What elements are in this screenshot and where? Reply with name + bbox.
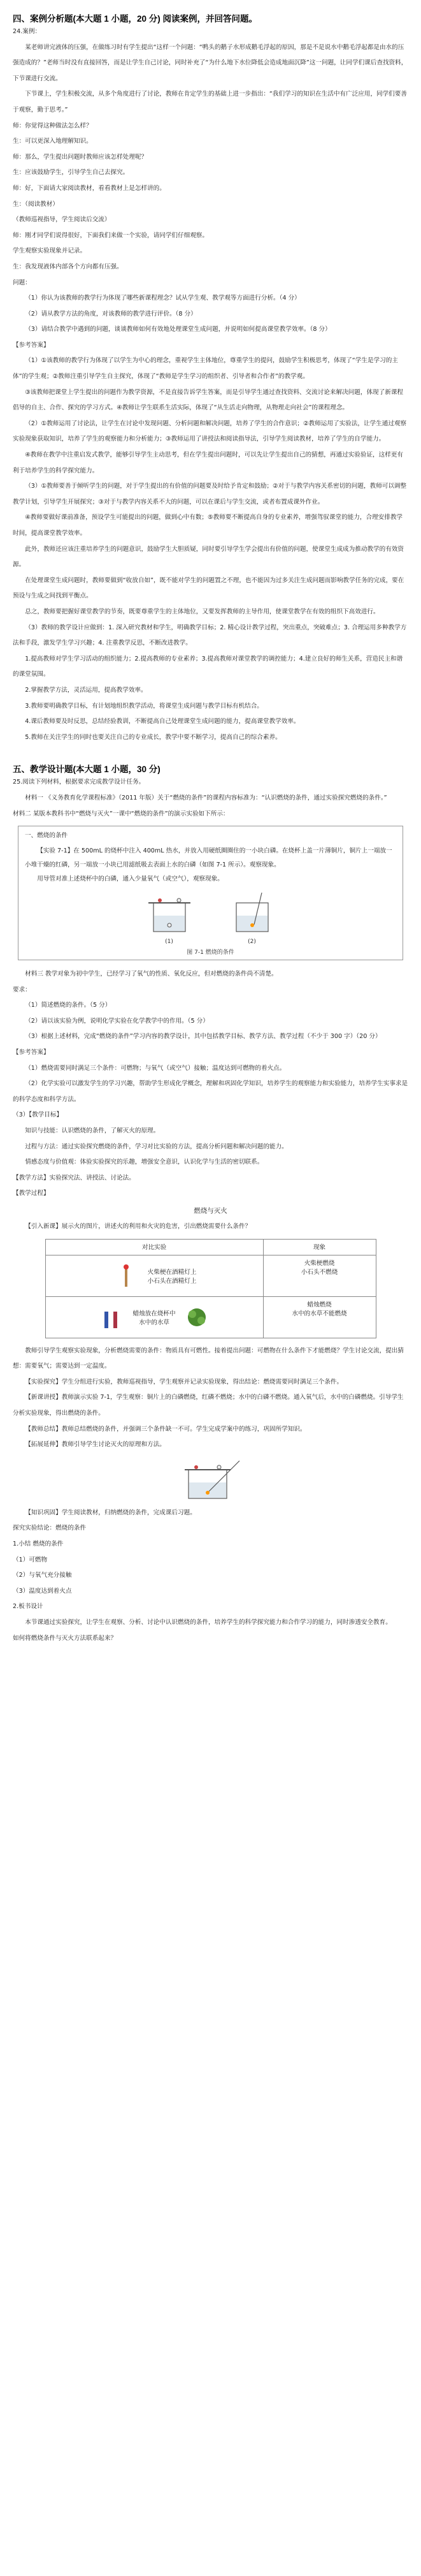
- paragraph: 24.案例：: [13, 28, 41, 35]
- paragraph: 师：好，下面请大家阅读教材，看看教材上是怎样讲的。: [13, 184, 166, 192]
- apparatus-figure: [13, 1457, 408, 1502]
- table-cell: 火柴梗在酒精灯上: [147, 1268, 197, 1276]
- paragraph: 此外，教师还应该注重培养学生的问题意识，鼓励学生大胆质疑，同时要引导学生学会提出有价值的问题，使课堂生成成为推动教学的有效资源。: [13, 545, 404, 569]
- table-row: [45, 1296, 376, 1338]
- paragraph: 在处理课堂生成问题时，教师要做到“收放自如”，既不能对学生的问题置之不理，也不能因为过多关注生成问题而影响教学任务的完成，要在预设与生成之间找到平衡点。: [13, 576, 404, 600]
- paragraph: 要求：: [13, 986, 31, 993]
- paragraph: 【引入新课】展示火的图片，讲述火的利用和火灾的危害，引出燃烧需要什么条件？: [25, 1223, 252, 1230]
- section-5-intro-lesson: [13, 1219, 408, 1235]
- paragraph: 生：应该鼓励学生，引导学生自己去探究。: [13, 169, 129, 177]
- table-cell: 水中的水草: [139, 1319, 170, 1326]
- paragraph: ④教师要做好课前准备，预设学生可能提出的问题，做到心中有数；⑤教师要不断提高自身的专业素养，增强驾驭课堂的能力，合理安排教学时间，提高课堂教学效率。: [13, 514, 403, 537]
- paragraph: 师：刚才同学们说得很好，下面我们来做一个实验，请同学们仔细观察。: [13, 231, 208, 239]
- paragraph: ③该教师把课堂上学生提出的问题作为教学资源，不是直接告诉学生答案，而是引导学生通过查找资料、交流讨论来解决问题，体现了新课程倡导的自主、合作、探究的学习方式。④教师让学生联系生活实际，体现了“从生活走向物理，从物理走向社会”的课程理念。: [13, 388, 404, 412]
- paragraph: （1）可燃物: [13, 1556, 48, 1563]
- paragraph: 如何将燃烧条件与灭火方法联系起来？: [13, 1634, 117, 1642]
- paragraph: （1）简述燃烧的条件。（5 分）: [25, 1002, 111, 1009]
- table-cell: 蜡烛燃烧: [307, 1301, 332, 1308]
- figure-right-label: (2): [248, 939, 256, 946]
- table-header-phenomenon: 现象: [263, 1239, 376, 1255]
- paragraph: （2）请从教学方法的角度，对该教师的教学进行评价。（8 分）: [25, 310, 197, 318]
- paragraph: ④教师在教学中注重启发式教学，能够引导学生主动思考，但在学生提出问题时，可以先让学生提出自己的猜想，再通过实验验证，这样更有利于培养学生的科学探究能力。: [13, 451, 404, 474]
- paragraph: （3）【教学目标】: [13, 1111, 63, 1119]
- table-cell: 蜡烛放在烧杯中: [132, 1310, 176, 1317]
- paragraph: 材料二 某版本教科书中“燃烧与灭火”一课中“燃烧的条件”的演示实验如下所示：: [13, 810, 229, 817]
- section-4-body: [13, 24, 408, 745]
- beaker-diagram-icon: [141, 890, 198, 935]
- table-row: [45, 1255, 376, 1296]
- experiment-box: [18, 826, 403, 960]
- lesson-topic-title: 燃烧与灭火: [194, 1207, 227, 1215]
- section-5-body: [13, 967, 408, 1202]
- paragraph: （3）温度达到着火点: [13, 1587, 72, 1595]
- paragraph: 本节课通过实验探究，让学生在观察、分析、讨论中认识燃烧的条件，培养学生的科学探究能力和合作学习的能力，同时渗透安全教育。: [25, 1618, 392, 1626]
- paragraph: 5.教师在关注学生的同时也要关注自己的专业成长，教学中要不断学习，提高自己的综合素养。: [25, 733, 282, 741]
- figure-left-label: (1): [165, 939, 173, 946]
- table-cell: 水中的水草不能燃烧: [292, 1310, 347, 1317]
- paragraph: 情感态度与价值观：体验实验探究的乐趣，增强安全意识，认识化学与生活的密切联系。: [25, 1159, 264, 1166]
- paragraph: 教师引导学生观察实验现象，分析燃烧需要的条件：物质具有可燃性。接着提出问题：可燃物在什么条件下才能燃烧？学生讨论交流，提出猜想：需要氧气；需要达到一定温度。: [13, 1347, 404, 1370]
- paragraph: 2.掌握教学方法，灵活运用，提高教学效率。: [25, 686, 147, 694]
- paragraph: 探究实验结论：燃烧的条件: [13, 1525, 87, 1532]
- section-5-process: [13, 1343, 408, 1453]
- paragraph: 【实验探究】学生分组进行实验，教师巡视指导，学生观察并记录实验现象，得出结论：燃烧需要同时满足三个条件。: [25, 1378, 343, 1386]
- section-4-title: 四、案例分析题(本大题 1 小题，20 分) 阅读案例，并回答问题。: [13, 14, 258, 24]
- paragraph: 总之，教师要把握好课堂教学的节奏，既要尊重学生的主体地位，又要发挥教师的主导作用，使课堂教学在有效的组织下高效进行。: [25, 608, 380, 615]
- table-cell: 小石头不燃烧: [301, 1268, 338, 1276]
- paragraph: （3）请结合教学中遇到的问题，谈谈教师如何有效地处理课堂生成问题，并说明如何提高课堂教学效率。（8 分）: [25, 326, 331, 333]
- paragraph: 【教师总结】教师总结燃烧的条件，并强调三个条件缺一不可。学生完成学案中的练习，巩固所学知识。: [25, 1425, 306, 1433]
- paragraph: 25.阅读下列材料，根据要求完成教学设计任务。: [13, 779, 145, 786]
- paragraph: 【教学过程】: [13, 1190, 50, 1197]
- paragraph: 1.提高教师对学生学习活动的组织能力；2.提高教师的专业素养；3.提高教师对课堂教学的调控能力；4.建立良好的师生关系，营造民主和谐的课堂氛围。: [13, 655, 403, 678]
- paragraph: （2）与氧气充分接触: [13, 1572, 72, 1579]
- experiment-comparison-table: [45, 1239, 376, 1338]
- paragraph: 生：我发现液体内部各个方向都有压强。: [13, 263, 123, 270]
- section-5-summary: [13, 1505, 408, 1646]
- paragraph: （2）请以该实验为例，说明化学实验在化学教学中的作用。（5 分）: [25, 1017, 209, 1025]
- matchstick-icon: [112, 1261, 141, 1291]
- paragraph: 材料一 《义务教育化学课程标准》（2011 年版）关于“燃烧的条件”的课程内容标准为：“认识燃烧的条件，通过实验探究燃烧的条件。”: [25, 794, 387, 801]
- section-5-title: 五、教学设计题(本大题 1 小题，30 分): [13, 765, 161, 775]
- paragraph: （3）①教师要善于倾听学生的问题，对于学生提出的有价值的问题要及时给予肯定和鼓励；②对于与教学内容关系密切的问题，教师可以调整教学计划，引导学生开展探究；③对于与教学内容关系不大的问题，可以在课后与学生交流，或者布置成课外作业。: [13, 483, 407, 506]
- table-cell: 火柴梗燃烧: [304, 1259, 335, 1267]
- paragraph: 【参考答案】: [13, 1049, 50, 1057]
- water-plant-icon: [182, 1303, 211, 1332]
- paragraph: 知识与技能：认识燃烧的条件，了解灭火的原理。: [25, 1127, 160, 1135]
- paragraph: 【知识巩固】学生阅读教材，归纳燃烧的条件，完成课后习题。: [25, 1509, 196, 1516]
- paragraph: （教师巡视指导，学生阅读后交流）: [13, 216, 111, 224]
- paragraph: 材料三 教学对象为初中学生，已经学习了氧气的性质、氧化反应，但对燃烧的条件尚不清楚。: [25, 970, 278, 978]
- paragraph: （3）教师的教学设计应做到：1. 深入研究教材和学生，明确教学目标；2. 精心设计教学过程，突出重点，突破难点；3. 合理运用多种教学方法和手段，激发学生学习兴趣；4. 注重教学反思，不断改进教学。: [13, 624, 407, 647]
- beaker-oxygen-diagram-icon: [224, 890, 281, 935]
- candle-icon: [97, 1303, 126, 1332]
- paragraph: 4.课后教师要及时反思，总结经验教训，不断提高自己处理课堂生成问题的能力，提高课堂教学效率。: [25, 718, 300, 726]
- paragraph: （1）你认为该教师的教学行为体现了哪些新课程理念？试从学生观、教学观等方面进行分析。（4 分）: [25, 295, 301, 302]
- table-cell: 小石头在酒精灯上: [147, 1277, 197, 1285]
- table-header-experiment: 对比实验: [45, 1239, 263, 1255]
- paragraph: 师：你觉得这种做法怎么样？: [13, 122, 92, 129]
- experiment-caption: 图 7-1 燃烧的条件: [187, 949, 234, 956]
- section-5-intro: [13, 775, 408, 822]
- paragraph: 3.教师要明确教学目标，有计划地组织教学活动，将课堂生成问题与教学目标有机结合。: [25, 702, 263, 710]
- paragraph: 【参考答案】: [13, 341, 50, 349]
- paragraph: 某老师讲完液体的压强，在做练习时有学生提出“这样一个问题：“鸭头的鹅子水形成鹅毛浮起的原因，那是不是说水中鹅毛浮起都是由水的压强造成的？”老师当时没有直接回答，而是让学生自己讨论，同时补充了“为什么地下水位降低会造成地面沉降”这一问题，让同学们课后查找资料，下节课进行交流。: [13, 43, 408, 82]
- paragraph: 【新课讲授】教师演示实验 7-1，学生观察：铜片上的白磷燃烧，红磷不燃烧；水中的白磷不燃烧。通入氧气后，水中的白磷燃烧。引导学生分析实验现象，得出燃烧的条件。: [13, 1394, 404, 1417]
- paragraph: 【教学方法】实验探究法、讲授法、讨论法。: [13, 1174, 135, 1182]
- paragraph: 生：可以更深入地理解知识。: [13, 138, 92, 145]
- experiment-figures: [25, 890, 396, 946]
- paragraph: 1.小结 燃烧的条件: [13, 1540, 64, 1548]
- paragraph: （1）燃烧需要同时满足三个条件：可燃物；与氧气（或空气）接触；温度达到可燃物的着火点。: [25, 1064, 286, 1072]
- experiment-figure-left: [141, 890, 198, 946]
- paragraph: 学生观察实验现象并记录。: [13, 247, 87, 255]
- paragraph: （1）①该教师的教学行为体现了以学生为中心的理念，重视学生主体地位，尊重学生的提问，鼓励学生积极思考，体现了“学生是学习的主体”的学生观；②教师注重引导学生自主探究，体现了“教师是学生学习的组织者、引导者和合作者”的教学观。: [13, 357, 398, 381]
- paragraph: 过程与方法：通过实验探究燃烧的条件，学习对比实验的方法，提高分析问题和解决问题的能力。: [25, 1143, 288, 1150]
- paragraph: 2.板书设计: [13, 1603, 43, 1611]
- paragraph: 【拓展延伸】教师引导学生讨论灭火的原理和方法。: [25, 1441, 166, 1449]
- apparatus-diagram-icon: [163, 1457, 259, 1502]
- paragraph: （3）根据上述材料，完成“燃烧的条件”学习内容的教学设计，其中包括教学目标、教学方法、教学过程（不少于 300 字）（20 分）: [25, 1033, 382, 1041]
- paragraph: （2）化学实验可以激发学生的学习兴趣，帮助学生形成化学概念，理解和巩固化学知识，培养学生的观察能力和实验能力，培养学生实事求是的科学态度和科学方法。: [13, 1080, 408, 1103]
- experiment-title: 一、燃烧的条件: [25, 832, 68, 840]
- experiment-para-2: 用导管对准上述烧杯中的白磷，通入少量氧气（或空气），观察现象。: [37, 875, 224, 883]
- paragraph: （2）①教师运用了讨论法，让学生在讨论中发现问题、分析问题和解决问题，培养了学生的合作意识；②教师运用了实验法，让学生通过观察实验现象获取知识，培养了学生的观察能力和分析能力；③教师运用了讲授法和阅读指导法，引导学生阅读教材，培养了学生的自学能力。: [13, 420, 407, 443]
- paragraph: 问题：: [13, 279, 31, 286]
- paragraph: 下节课上，学生积极交流，从多个角度进行了讨论，教师在肯定学生的基础上进一步指出：“我们学习的知识在生活中有广泛应用，同学们要善于观察，勤于思考。”: [13, 91, 407, 113]
- paragraph: 生：（阅读教材）: [13, 200, 59, 208]
- experiment-para-1: 【实验 7-1】在 500mL 的烧杯中注入 400mL 热水，并放入用硬纸圈圈住的一小块白磷。在烧杯上盖一片薄铜片，铜片上一端放一小堆干燥的红磷，另一端放一小块已用滤纸吸去表面上水的白磷（如图 7-1 所示）。观察现象。: [25, 847, 392, 869]
- paragraph: 师：那么，学生提出问题时教师应该怎样处理呢？: [13, 153, 148, 161]
- experiment-figure-right: [224, 890, 281, 946]
